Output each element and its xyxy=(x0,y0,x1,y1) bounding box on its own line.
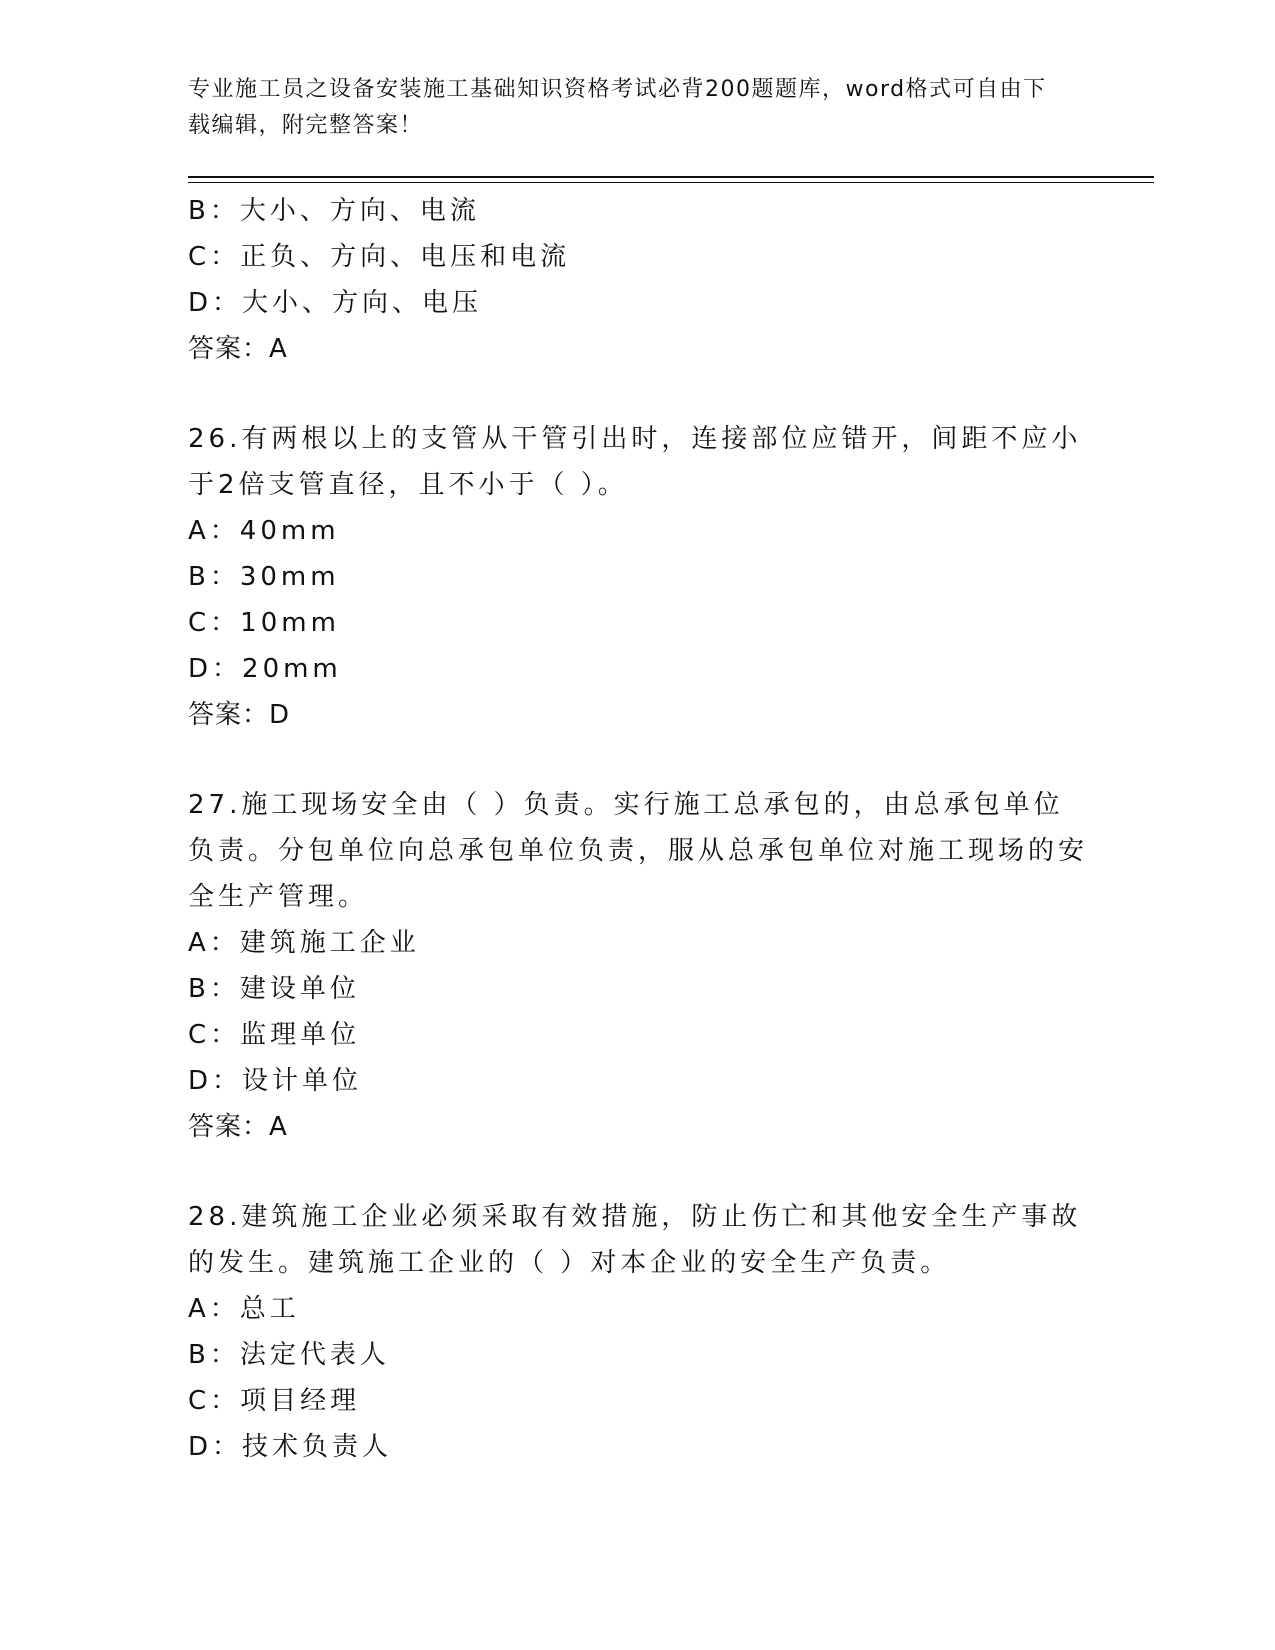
answer-line: 答案：A xyxy=(188,334,288,364)
option-b: B：建设单位 xyxy=(188,974,360,1004)
option-d: D：大小、方向、电压 xyxy=(188,288,483,318)
option-c: C：监理单位 xyxy=(188,1020,361,1050)
header-divider-thin xyxy=(188,182,1154,183)
question-list xyxy=(188,188,1088,1470)
option-d: D：20mm xyxy=(188,654,342,684)
question-stem: 27.施工现场安全由（ ）负责。实行施工总承包的，由总承包单位负责。分包单位向总承包单位负责，服从总承包单位对施工现场的安全生产管理。 xyxy=(188,790,1089,912)
question-25-tail xyxy=(188,188,1088,372)
option-a: A：建筑施工企业 xyxy=(188,928,420,958)
question-stem: 26.有两根以上的支管从干管引出时，连接部位应错开，间距不应小于2倍支管直径，且不小于（ ）。 xyxy=(188,424,1082,500)
question-28 xyxy=(188,1194,1088,1470)
option-b: B：30mm xyxy=(188,562,340,592)
option-a: A：40mm xyxy=(188,516,340,546)
document-header: 专业施工员之设备安装施工基础知识资格考试必背200题题库，word格式可自由下载编辑，附完整答案！ xyxy=(188,77,1047,138)
option-b: B：大小、方向、电流 xyxy=(188,196,480,226)
question-stem: 28.建筑施工企业必须采取有效措施，防止伤亡和其他安全生产事故的发生。建筑施工企业的（ ）对本企业的安全生产负责。 xyxy=(188,1202,1082,1278)
option-c: C：10mm xyxy=(188,608,340,638)
option-d: D：技术负责人 xyxy=(188,1432,393,1462)
question-27 xyxy=(188,782,1088,1150)
option-b: B：法定代表人 xyxy=(188,1340,390,1370)
option-a: A：总工 xyxy=(188,1294,300,1324)
answer-line: 答案：D xyxy=(188,700,291,730)
option-c: C：正负、方向、电压和电流 xyxy=(188,242,571,272)
option-c: C：项目经理 xyxy=(188,1386,361,1416)
answer-line: 答案：A xyxy=(188,1112,288,1142)
question-26 xyxy=(188,416,1088,738)
header-divider-thick xyxy=(188,176,1154,178)
option-d: D：设计单位 xyxy=(188,1066,363,1096)
